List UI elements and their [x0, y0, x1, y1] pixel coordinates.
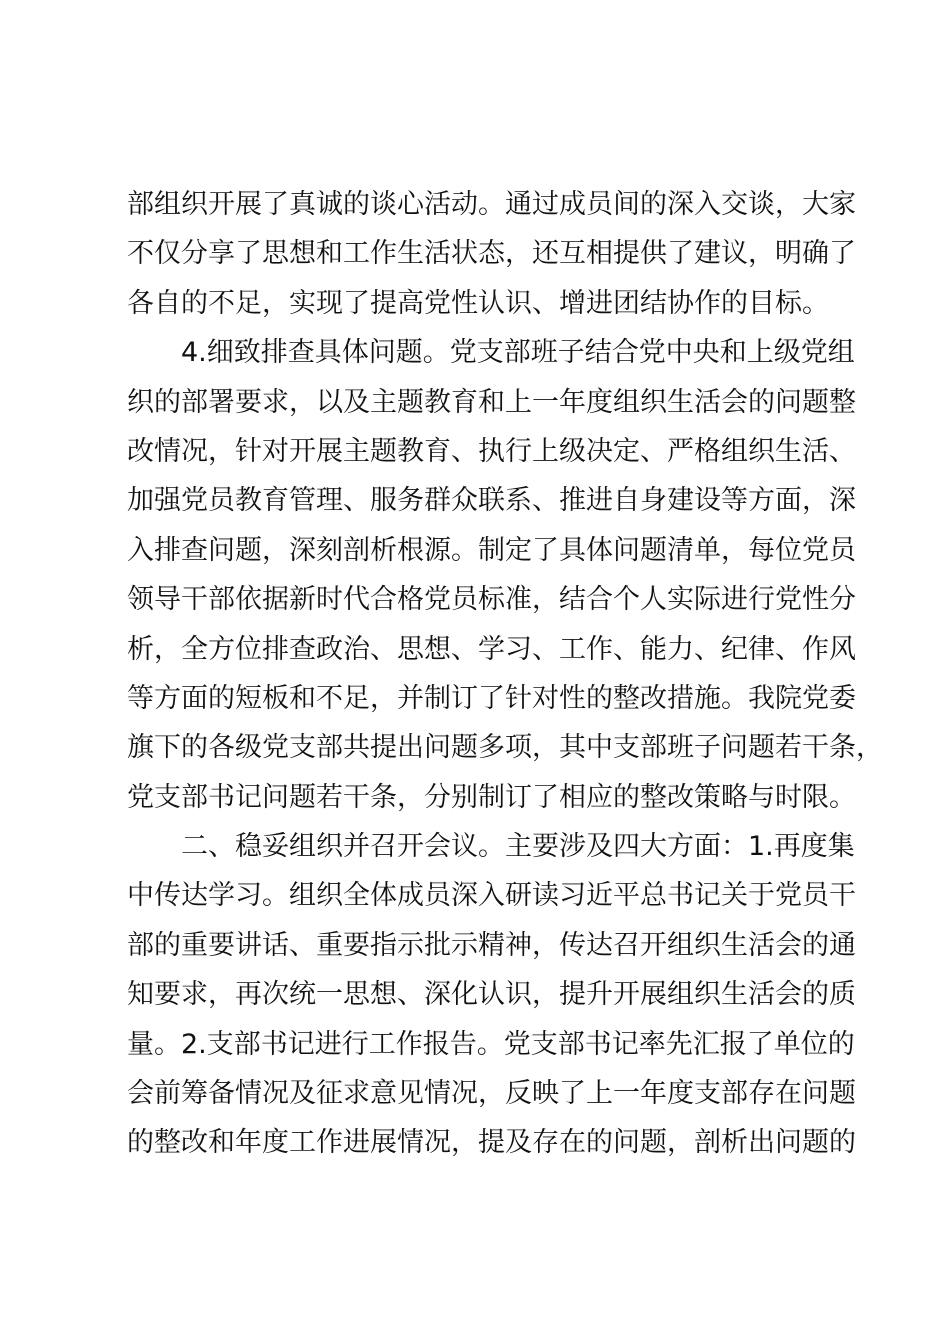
text-line: 织的部署要求，以及主题教育和上一年度组织生活会的问题整	[127, 386, 856, 418]
text-line: 加强党员教育管理、服务群众联系、推进自身建设等方面，深	[127, 485, 856, 517]
text-line: 析，全方位排查政治、思想、学习、工作、能力、纪律、作风	[127, 633, 856, 665]
text-line: 量。2.支部书记进行工作报告。党支部书记率先汇报了单位的	[127, 1028, 855, 1060]
text-line: 的整改和年度工作进展情况，提及存在的问题，剖析出问题的	[127, 1127, 856, 1159]
text-line: 入排查问题，深刻剖析根源。制定了具体问题清单，每位党员	[127, 534, 856, 566]
text-line: 二、稳妥组织并召开会议。主要涉及四大方面：1.再度集	[181, 831, 855, 863]
text-line: 中传达学习。组织全体成员深入研读习近平总书记关于党员干	[127, 880, 856, 912]
text-line: 4.细致排查具体问题。党支部班子结合党中央和上级党组	[181, 337, 855, 369]
text-line: 等方面的短板和不足，并制订了针对性的整改措施。我院党委	[127, 682, 856, 714]
text-line: 部组织开展了真诚的谈心活动。通过成员间的深入交谈，大家	[127, 189, 856, 220]
text-line: 不仅分享了思想和工作生活状态，还互相提供了建议，明确了	[127, 238, 856, 270]
text-line: 知要求，再次统一思想、深化认识，提升开展组织生活会的质	[127, 979, 856, 1011]
text-line: 旗下的各级党支部共提出问题多项，其中支部班子问题若干条，	[127, 732, 883, 764]
text-line: 会前筹备情况及征求意见情况，反映了上一年度支部存在问题	[127, 1078, 856, 1110]
text-line: 各自的不足，实现了提高党性认识、增进团结协作的目标。	[127, 287, 829, 319]
body-text	[127, 180, 883, 1168]
text-line: 领导干部依据新时代合格党员标准，结合个人实际进行党性分	[127, 584, 856, 616]
text-line: 改情况，针对开展主题教育、执行上级决定、严格组织生活、	[127, 435, 856, 467]
text-line: 部的重要讲话、重要指示批示精神，传达召开组织生活会的通	[127, 929, 856, 961]
text-line: 党支部书记问题若干条，分别制订了相应的整改策略与时限。	[127, 781, 856, 813]
